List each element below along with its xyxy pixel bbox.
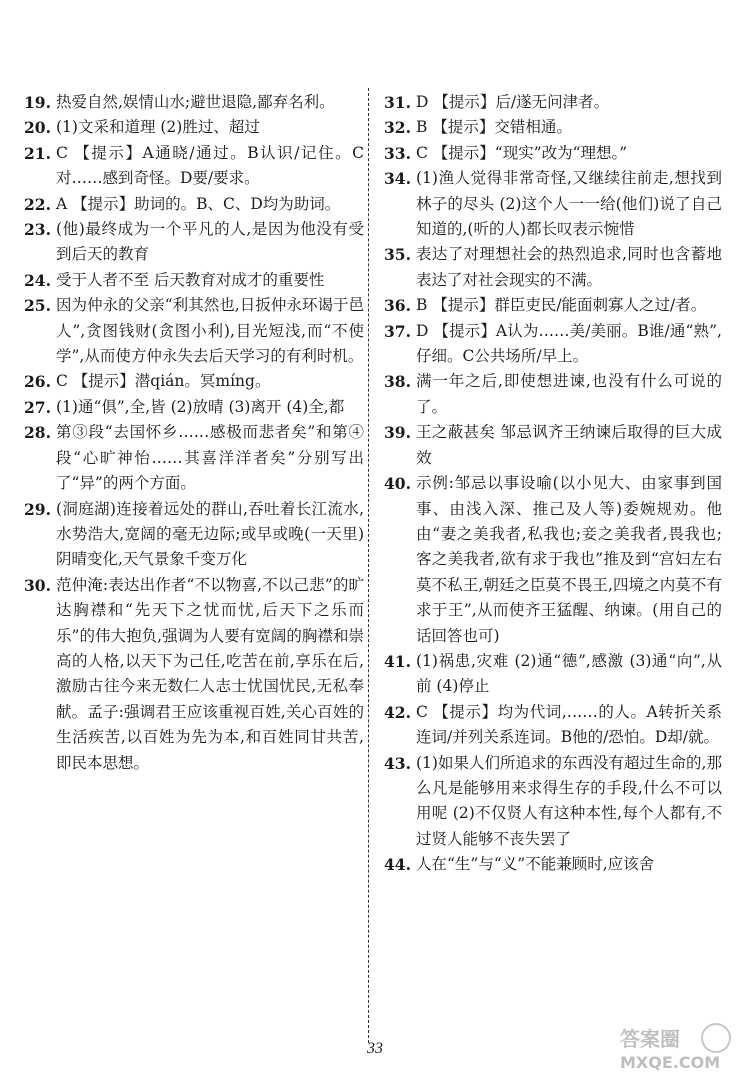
question-number: 39. [384,423,411,443]
question-number: 19. [24,93,51,112]
answer-item [384,420,722,471]
answer-text: 满一年之后,即使想进谏,也没有什么可说的了。 [416,372,722,416]
answer-item [24,141,364,192]
answer-text: 热爱自然,娱情山水;避世退隐,鄙弃名利。 [56,93,335,111]
answer-text: 范仲淹:表达出作者“不以物喜,不以己悲”的旷达胸襟和“先天下之忧而忧,后天下之乐而乐”的伟大抱负,强调为人要有宽阔的胸襟和崇高的人格,以天下为己任,吃苦在前,享乐在后,激励古往今来无数仁人志士忧国忧民,无私奉献。孟子:强调君王应该重视百姓,关心百姓的生活疾苦,以百姓为先为本,和百姓同甘共苦,即民本思想。 [56,575,364,772]
answer-text: C 【提示】“现实”改为“理想。” [416,143,628,162]
svg-text:答案圈: 答案圈 [620,1027,680,1051]
question-number: 40. [384,474,411,494]
answer-item [24,268,364,293]
answer-item [24,90,364,115]
answer-item [24,217,364,268]
question-number: 44. [384,855,411,875]
answer-item [384,242,722,293]
question-number: 31. [384,93,411,112]
answer-text: B 【提示】交错相通。 [416,118,572,137]
question-number: 38. [384,372,411,392]
question-number: 28. [24,423,51,443]
answer-text: (1)祸患,灾难 (2)通“德”,感激 (3)通“向”,从前 (4)停止 [416,651,722,696]
answer-text: (1)如果人们所追求的东西没有超过生命的,那么凡是能够用来求得生存的手段,什么不可以用呢 (2)不仅贤人有这种本性,每个人都有,不过贤人能够不丧失罢了 [416,753,722,848]
answer-text: C 【提示】均为代词,……的人。A转折关系连词/并列关系连词。B他的/恐怕。D却/就。 [416,702,722,747]
answer-text: (他)最终成为一个平凡的人,是因为他没有受到后天的教育 [56,220,364,264]
answer-text: (1)渔人觉得非常奇怪,又继续往前走,想找到林子的尽头 (2)这个人一一给(他们)说了自己知道的,(听的人)都长叹表示惋惜 [416,169,722,239]
answer-item [24,369,364,394]
answer-item [384,141,722,166]
question-number: 33. [384,143,411,163]
column-divider [368,88,369,1043]
answer-item [384,319,722,370]
answer-text: C 【提示】A通晓/通过。B认识/记住。C对……感到奇怪。D要/要求。 [56,143,364,188]
answer-item [384,369,722,420]
answer-item [24,573,364,776]
answer-item [384,649,722,700]
answer-text: B 【提示】群臣吏民/能面刺寡人之过/者。 [416,296,707,315]
svg-text:MXQE.COM: MXQE.COM [620,1053,721,1072]
watermark-logo [616,1020,736,1074]
question-number: 41. [384,651,411,671]
question-number: 24. [24,270,51,290]
answer-item [24,497,364,573]
answer-item [384,90,722,115]
answer-item [384,700,722,751]
page-number: 33 [367,1040,383,1057]
answer-text: 王之蔽甚矣 邹忌讽齐王纳谏后取得的巨大成效 [416,423,722,467]
question-number: 35. [384,245,411,265]
question-number: 20. [24,118,51,138]
question-number: 22. [24,194,51,214]
answer-text: 第③段“去国怀乡……感极而悲者矣”和第④段“心旷神怡……其喜洋洋者矣”分别写出了“异”的两个方面。 [56,423,364,493]
question-number: 21. [24,143,51,163]
answer-text: 受于人者不至 后天教育对成才的重要性 [56,270,325,289]
question-number: 34. [384,169,411,189]
answer-item [24,395,364,420]
answer-item [384,166,722,242]
left-column [24,90,364,776]
answer-text: 人在“生”与“义”不能兼顾时,应该舍 [416,855,655,874]
answer-item [24,115,364,140]
answer-text: 因为仲永的父亲“利其然也,日扳仲永环谒于邑人”,贪图钱财(贪图小利),目光短浅,而“不使学”,从而使方仲永失去后天学习的有利时机。 [56,296,364,366]
question-number: 29. [24,499,51,519]
answer-item [384,751,722,853]
answer-text: 示例:邹忌以事设喻(以小见大、由家事到国事、由浅入深、推己及人等)委婉规劝。他由“妻之美我者,私我也;妾之美我者,畏我也;客之美我者,欲有求于我也”推及到“宫妇左右莫不私王,朝廷之臣莫不畏王,四境之内莫不有求于王”,从而使齐王猛醒、纳谏。(用自己的话回答也可) [416,474,722,645]
question-number: 30. [24,575,51,595]
answer-item [384,852,722,877]
answer-item [24,192,364,217]
answer-text: A 【提示】助词的。B、C、D均为助词。 [56,194,341,213]
answer-item [384,293,722,318]
answer-text: (洞庭湖)连接着远处的群山,吞吐着长江流水,水势浩大,宽阔的毫无边际;或早或晚(一天里)阴晴变化,天气景象千变万化 [56,499,364,569]
question-number: 43. [384,753,411,773]
question-number: 25. [24,296,51,316]
answer-text: D 【提示】后/遂无问津者。 [416,93,610,111]
question-number: 23. [24,220,51,240]
question-number: 37. [384,321,411,341]
answer-text: D 【提示】A认为……美/美丽。B谁/通“熟”,仔细。C公共场所/早上。 [416,321,722,366]
right-column [384,90,722,878]
question-number: 32. [384,118,411,138]
answer-text: 表达了对理想社会的热烈追求,同时也含蓄地表达了对社会现实的不满。 [416,245,722,289]
answer-item [384,471,722,649]
question-number: 36. [384,296,411,316]
answer-item [384,115,722,140]
question-number: 26. [24,372,51,392]
question-number: 42. [384,702,411,722]
answer-item [24,420,364,496]
answer-item [24,293,364,369]
question-number: 27. [24,397,51,417]
answer-text: (1)文采和道理 (2)胜过、超过 [56,118,260,137]
answer-text: (1)通“俱”,全,皆 (2)放晴 (3)离开 (4)全,都 [56,397,345,416]
answer-text: C 【提示】潜qián。冥míng。 [56,372,271,391]
